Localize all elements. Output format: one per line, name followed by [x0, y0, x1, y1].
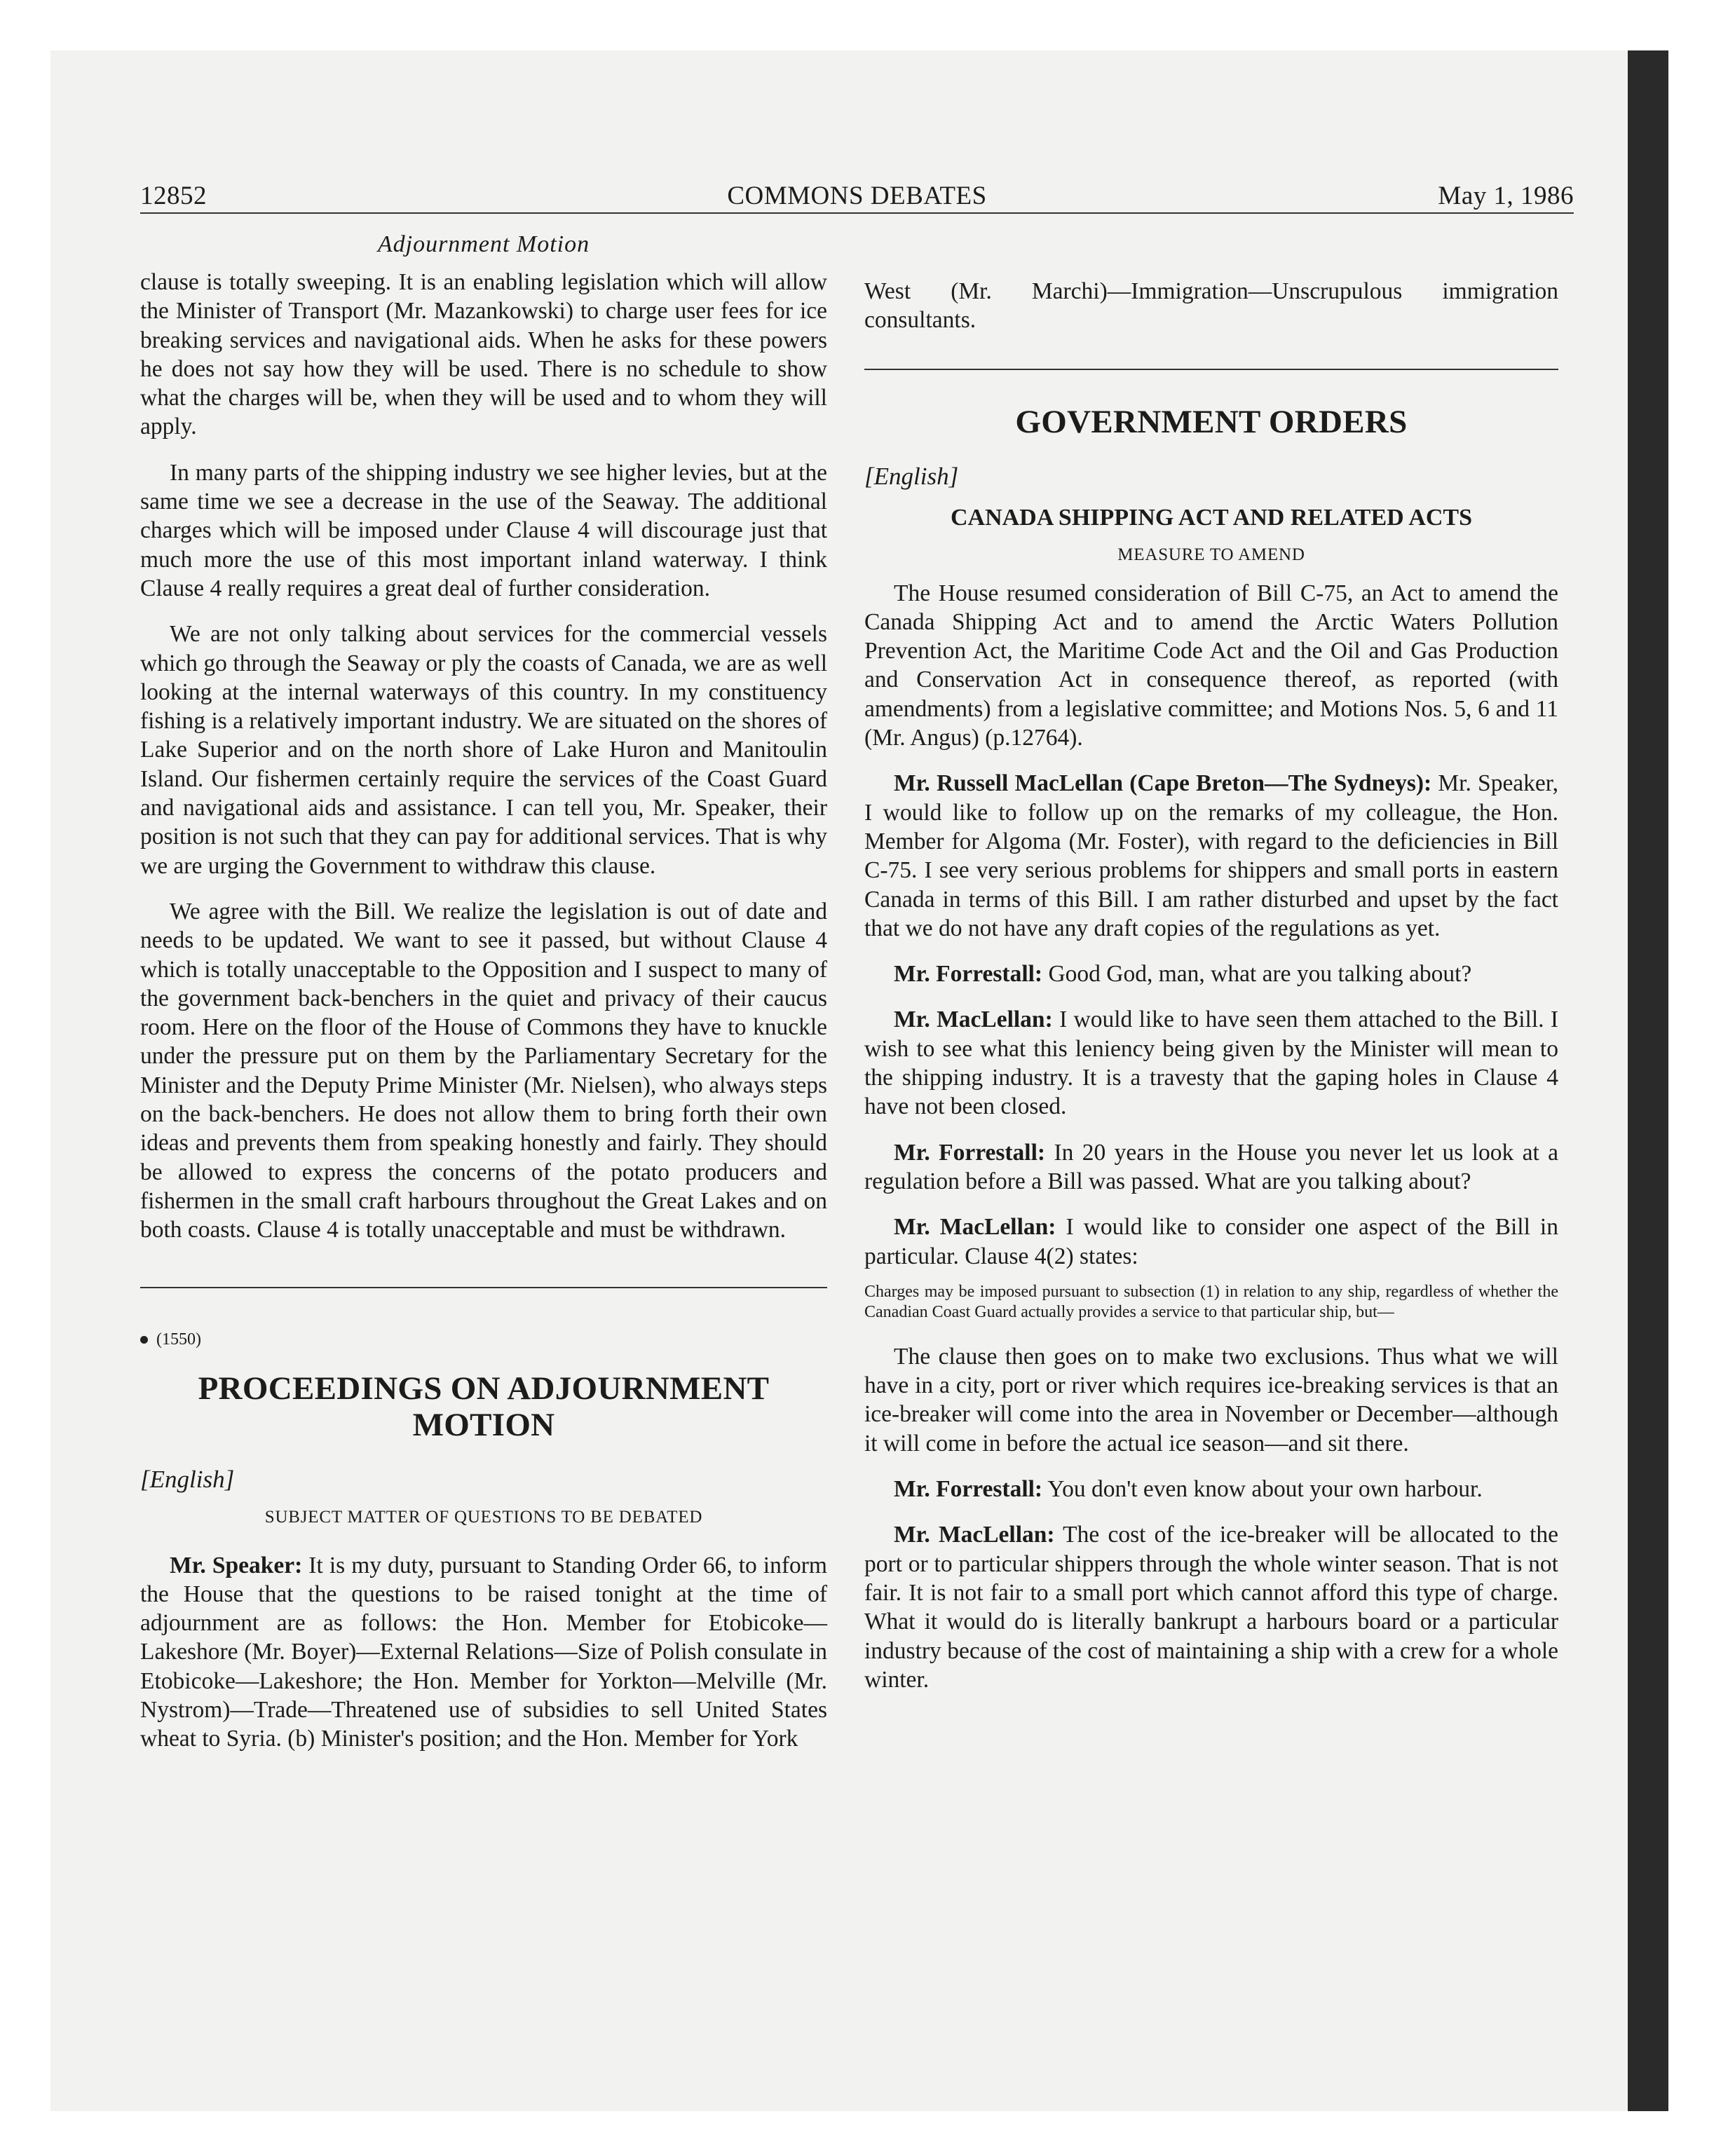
speech-text: Good God, man, what are you talking about? [1042, 961, 1472, 988]
header-rule [140, 212, 1574, 214]
section-title: GOVERNMENT ORDERS [1015, 403, 1408, 440]
bullet-icon [140, 1336, 148, 1344]
speaker-name: Mr. MacLellan: [894, 1522, 1055, 1548]
paragraph: clause is totally sweeping. It is an enabling legislation which will allow the Minister of Transport (Mr. Mazankowski) to charge user fees for ice breaking services and navigational aids. When he asks for these powers he does not say how they will be used. There is no schedule to show what the charges will be, when they will be used and to whom they will apply. [140, 269, 827, 440]
block-quote: Charges may be imposed pursuant to subsection (1) in relation to any ship, regardless of whether the Canadian Coast Guard actually provides a service to that particular ship, but— [864, 1282, 1558, 1321]
speaker-name: Mr. MacLellan: [894, 1214, 1056, 1241]
language-tag: [English] [140, 1465, 235, 1493]
subheading: SUBJECT MATTER OF QUESTIONS TO BE DEBATED [264, 1507, 703, 1527]
speech-paragraph [864, 1138, 1558, 1196]
speech-text: It is my duty, pursuant to Standing Order 66, to inform the House that the questions to be raised tonight at the time of adjournment are as follows: the Hon. Member for Etobicoke—Lakeshore (Mr. Boyer)—External Relations—Size of Polish consulate in Etobicoke—Lakeshore; the Hon. Member for Yorkton—Melville (Mr. Nystrom)—Trade—Threatened use of subsidies to sell United States wheat to Syria. (b) Minister's position; and the Hon. Member for York [140, 1552, 827, 1752]
language-tag: [English] [864, 462, 959, 490]
speech-text: You don't even know about your own harbour. [1042, 1476, 1483, 1503]
timestamp-text: (1550) [156, 1330, 201, 1349]
speech-paragraph [864, 1520, 1558, 1694]
speaker-name: Mr. Forrestall: [894, 1139, 1046, 1166]
section-divider [864, 369, 1558, 370]
speech-paragraph [864, 769, 1558, 943]
paragraph: The clause then goes on to make two exclusions. Thus what we will have in a city, port or river which requires ice-breaking services is that an ice-breaker will come into the area in November or December—although it will come in before the actual ice season—and sit there. [864, 1343, 1558, 1456]
speech-paragraph [864, 960, 1558, 988]
speech-text: I would like to consider one aspect of the Bill in particular. Clause 4(2) states: [864, 1214, 1558, 1269]
speech-text: The cost of the ice-breaker will be allocated to the port or to particular shippers through the whole winter season. That is not fair. It is not fair to a small port which cannot afford this type of charge. What it would do is literally bankrupt a harbours board or a particular industry because of the cost of maintaining a ship with a crew for a whole winter. [864, 1522, 1559, 1693]
speaker-name: Mr. MacLellan: [894, 1007, 1053, 1033]
paragraph: We are not only talking about services for the commercial vessels which go through the Seaway or ply the coasts of Canada, we are as well looking at the internal waterways of this country. In my constituency fishing is a relatively important industry. We are situated on the shores of Lake Superior and on the north shore of Lake Huron and Manitoulin Island. Our fishermen certainly require the services of the Coast Guard and navigational aids and assistance. I can tell you, Mr. Speaker, their position is not such that they can pay for additional services. That is why we are urging the Government to withdraw this clause. [140, 621, 827, 879]
bill-subtitle: MEASURE TO AMEND [1117, 545, 1305, 564]
bill-title: CANADA SHIPPING ACT AND RELATED ACTS [950, 504, 1473, 531]
speech-paragraph [864, 1213, 1558, 1271]
speech-text: In 20 years in the House you never let us look at a regulation before a Bill was passed. What are you talking about? [864, 1139, 1559, 1194]
speech-text: Mr. Speaker, I would like to follow up on the remarks of my colleague, the Hon. Member for Algoma (Mr. Foster), with regard to the deficiencies in Bill C-75. I see very serious problems for shippers and small ports in eastern Canada in terms of this Bill. I am rather disturbed and upset by the fact that we do not have any draft copies of the regulations as yet. [864, 770, 1558, 941]
paragraph: In many parts of the shipping industry we see higher levies, but at the same time we see a decrease in the use of the Seaway. The additional charges which will be imposed under Clause 4 will discourage just that much more the use of this most important inland waterway. I think Clause 4 really requires a great deal of further consideration. [140, 459, 827, 601]
running-head: Adjournment Motion [377, 231, 590, 257]
publication-title: COMMONS DEBATES [727, 182, 987, 210]
speaker-name: Mr. Forrestall: [894, 1476, 1043, 1503]
speaker-name: Mr. Russell MacLellan (Cape Breton—The Sydneys): [894, 770, 1432, 797]
page-number: 12852 [140, 182, 207, 210]
speech-paragraph [864, 1005, 1558, 1121]
speaker-name: Mr. Speaker: [170, 1552, 303, 1578]
section-divider [140, 1287, 827, 1288]
speech-text: I would like to have seen them attached to the Bill. I wish to see what this leniency being given by the Minister will mean to the shipping industry. It is a travesty that the gaping holes in Clause 4 have not been closed. [864, 1007, 1559, 1120]
left-column [140, 231, 827, 1770]
speech-paragraph [864, 1475, 1558, 1503]
right-column [864, 277, 1558, 1711]
scan-edge-shadow [1628, 50, 1668, 2111]
paragraph: We agree with the Bill. We realize the legislation is out of date and needs to be updated. We want to see it passed, but without Clause 4 which is totally unacceptable to the Opposition and I suspect to many of the government back-benchers in the quiet and privacy of their caucus room. Here on the floor of the House of Commons they have to knuckle under the pressure put on them by the Parliamentary Secretary for the Minister and the Deputy Prime Minister (Mr. Nielsen), who always steps on the back-benchers. He does not allow them to bring forth their own ideas and prevents them from speaking honestly and fairly. They should be allowed to express the concerns of the potato producers and fishermen in the small craft harbours throughout the Great Lakes and on both coasts. Clause 4 is totally unacceptable and must be withdrawn. [140, 898, 827, 1243]
paragraph: West (Mr. Marchi)—Immigration—Unscrupulous immigration consultants. [864, 278, 1558, 334]
paragraph: The House resumed consideration of Bill C-75, an Act to amend the Canada Shipping Act and to amend the Arctic Waters Pollution Prevention Act, the Maritime Code Act and the Oil and Gas Production and Conservation Act in consequence thereof, as reported (with amendments) from a legislative committee; and Motions Nos. 5, 6 and 11 (Mr. Angus) (p.12764). [864, 580, 1558, 751]
timestamp [140, 1330, 827, 1349]
speaker-name: Mr. Forrestall: [894, 961, 1043, 988]
section-title: PROCEEDINGS ON ADJOURNMENT MOTION [198, 1370, 770, 1443]
publication-date: May 1, 1986 [1438, 182, 1574, 210]
speech-paragraph [140, 1551, 827, 1754]
